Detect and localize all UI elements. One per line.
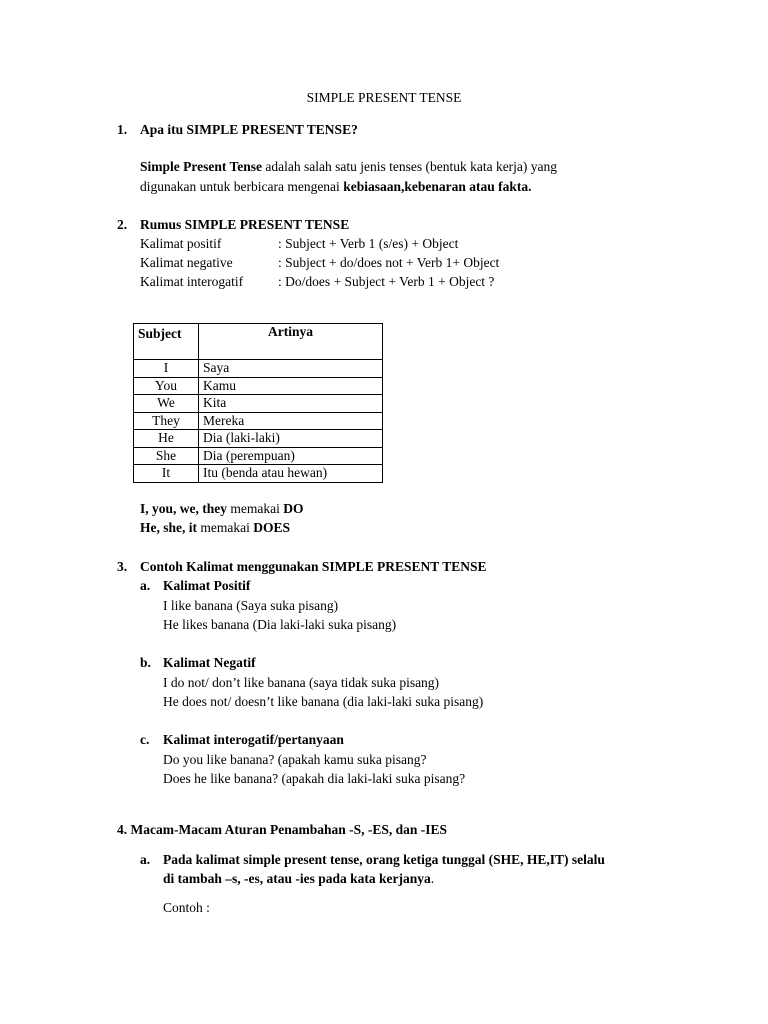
note-does-subjects: He, she, it <box>140 520 197 535</box>
subject-cell: She <box>134 447 199 465</box>
definition-text: adalah salah satu jenis tenses (bentuk kata kerja) yang <box>262 159 558 174</box>
rule-a-line-1: Pada kalimat simple present tense, orang ketiga tunggal (SHE, HE,IT) selalu <box>163 852 605 867</box>
note-does-word: DOES <box>253 520 290 535</box>
table-row <box>134 430 383 448</box>
sub-c-heading: Kalimat interogatif/pertanyaan <box>163 732 344 747</box>
meaning-cell: Dia (perempuan) <box>199 447 383 465</box>
sub-a-heading: Kalimat Positif <box>163 578 251 593</box>
table-row <box>134 465 383 483</box>
subject-cell: I <box>134 360 199 378</box>
sub-c-number: c. <box>140 732 150 747</box>
table-row <box>134 395 383 413</box>
definition-emphasis: kebiasaan,kebenaran atau fakta. <box>343 179 532 194</box>
contoh-label: Contoh : <box>163 900 210 915</box>
section-2-number: 2. <box>117 217 128 232</box>
rule-a-line-2 <box>163 869 434 888</box>
meaning-cell: Mereka <box>199 412 383 430</box>
definition-text-2: digunakan untuk berbicara mengenai <box>140 179 344 194</box>
rule-a-line-2-text: di tambah –s, -es, atau -ies pada kata kerjanya <box>163 871 431 886</box>
meaning-cell: Kita <box>199 395 383 413</box>
subject-cell: We <box>134 395 199 413</box>
formula-interrogative: : Do/does + Subject + Verb 1 + Object ? <box>278 274 495 289</box>
positive-example-2: He likes banana (Dia laki-laki suka pisang) <box>163 617 397 632</box>
subject-cell: It <box>134 465 199 483</box>
section-4-heading: 4. Macam-Macam Aturan Penambahan -S, -ES, dan -IES <box>117 822 448 837</box>
note-do-word: DO <box>283 501 304 516</box>
formula-negative: : Subject + do/does not + Verb 1+ Object <box>278 255 500 270</box>
table-row <box>134 412 383 430</box>
definition-term: Simple Present Tense <box>140 159 263 174</box>
subject-cell: They <box>134 412 199 430</box>
header-subject: Subject <box>134 324 199 360</box>
section-3-heading: Contoh Kalimat menggunakan SIMPLE PRESENT TENSE <box>140 559 487 574</box>
rule-a-number: a. <box>140 852 151 867</box>
question-example-2: Does he like banana? (apakah dia laki-laki suka pisang? <box>163 771 466 786</box>
table-header-row <box>134 324 383 360</box>
formula-positive: : Subject + Verb 1 (s/es) + Object <box>278 236 459 251</box>
section-1-heading: Apa itu SIMPLE PRESENT TENSE? <box>140 122 358 137</box>
section-3-number: 3. <box>117 559 128 574</box>
note-do <box>140 499 303 518</box>
table-row <box>134 377 383 395</box>
sub-b-heading: Kalimat Negatif <box>163 655 256 670</box>
sub-b-number: b. <box>140 655 151 670</box>
note-do-subjects: I, you, we, they <box>140 501 227 516</box>
subject-table <box>133 323 383 483</box>
subject-cell: You <box>134 377 199 395</box>
subject-cell: He <box>134 430 199 448</box>
section-1-number: 1. <box>117 122 128 137</box>
table-row <box>134 360 383 378</box>
meaning-cell: Itu (benda atau hewan) <box>199 465 383 483</box>
meaning-cell: Dia (laki-laki) <box>199 430 383 448</box>
negative-example-2: He does not/ doesn’t like banana (dia laki-laki suka pisang) <box>163 694 484 709</box>
section-2-heading: Rumus SIMPLE PRESENT TENSE <box>140 217 350 232</box>
question-example-1: Do you like banana? (apakah kamu suka pisang? <box>163 752 427 767</box>
header-artinya: Artinya <box>199 324 383 360</box>
positive-example-1: I like banana (Saya suka pisang) <box>163 598 339 613</box>
meaning-cell: Saya <box>199 360 383 378</box>
negative-example-1: I do not/ don’t like banana (saya tidak suka pisang) <box>163 675 440 690</box>
page-title: SIMPLE PRESENT TENSE <box>306 90 462 105</box>
note-does-text: memakai <box>197 520 254 535</box>
note-do-text: memakai <box>227 501 284 516</box>
table-row <box>134 447 383 465</box>
sub-a-number: a. <box>140 578 151 593</box>
meaning-cell: Kamu <box>199 377 383 395</box>
formula-label-negative: Kalimat negative <box>140 255 233 270</box>
section-1-definition-line-2 <box>140 177 531 196</box>
formula-label-positive: Kalimat positif <box>140 236 222 251</box>
note-does <box>140 518 290 537</box>
section-1-definition-line-1 <box>140 157 557 176</box>
formula-label-interrogative: Kalimat interogatif <box>140 274 244 289</box>
rule-a-period: . <box>430 871 435 886</box>
